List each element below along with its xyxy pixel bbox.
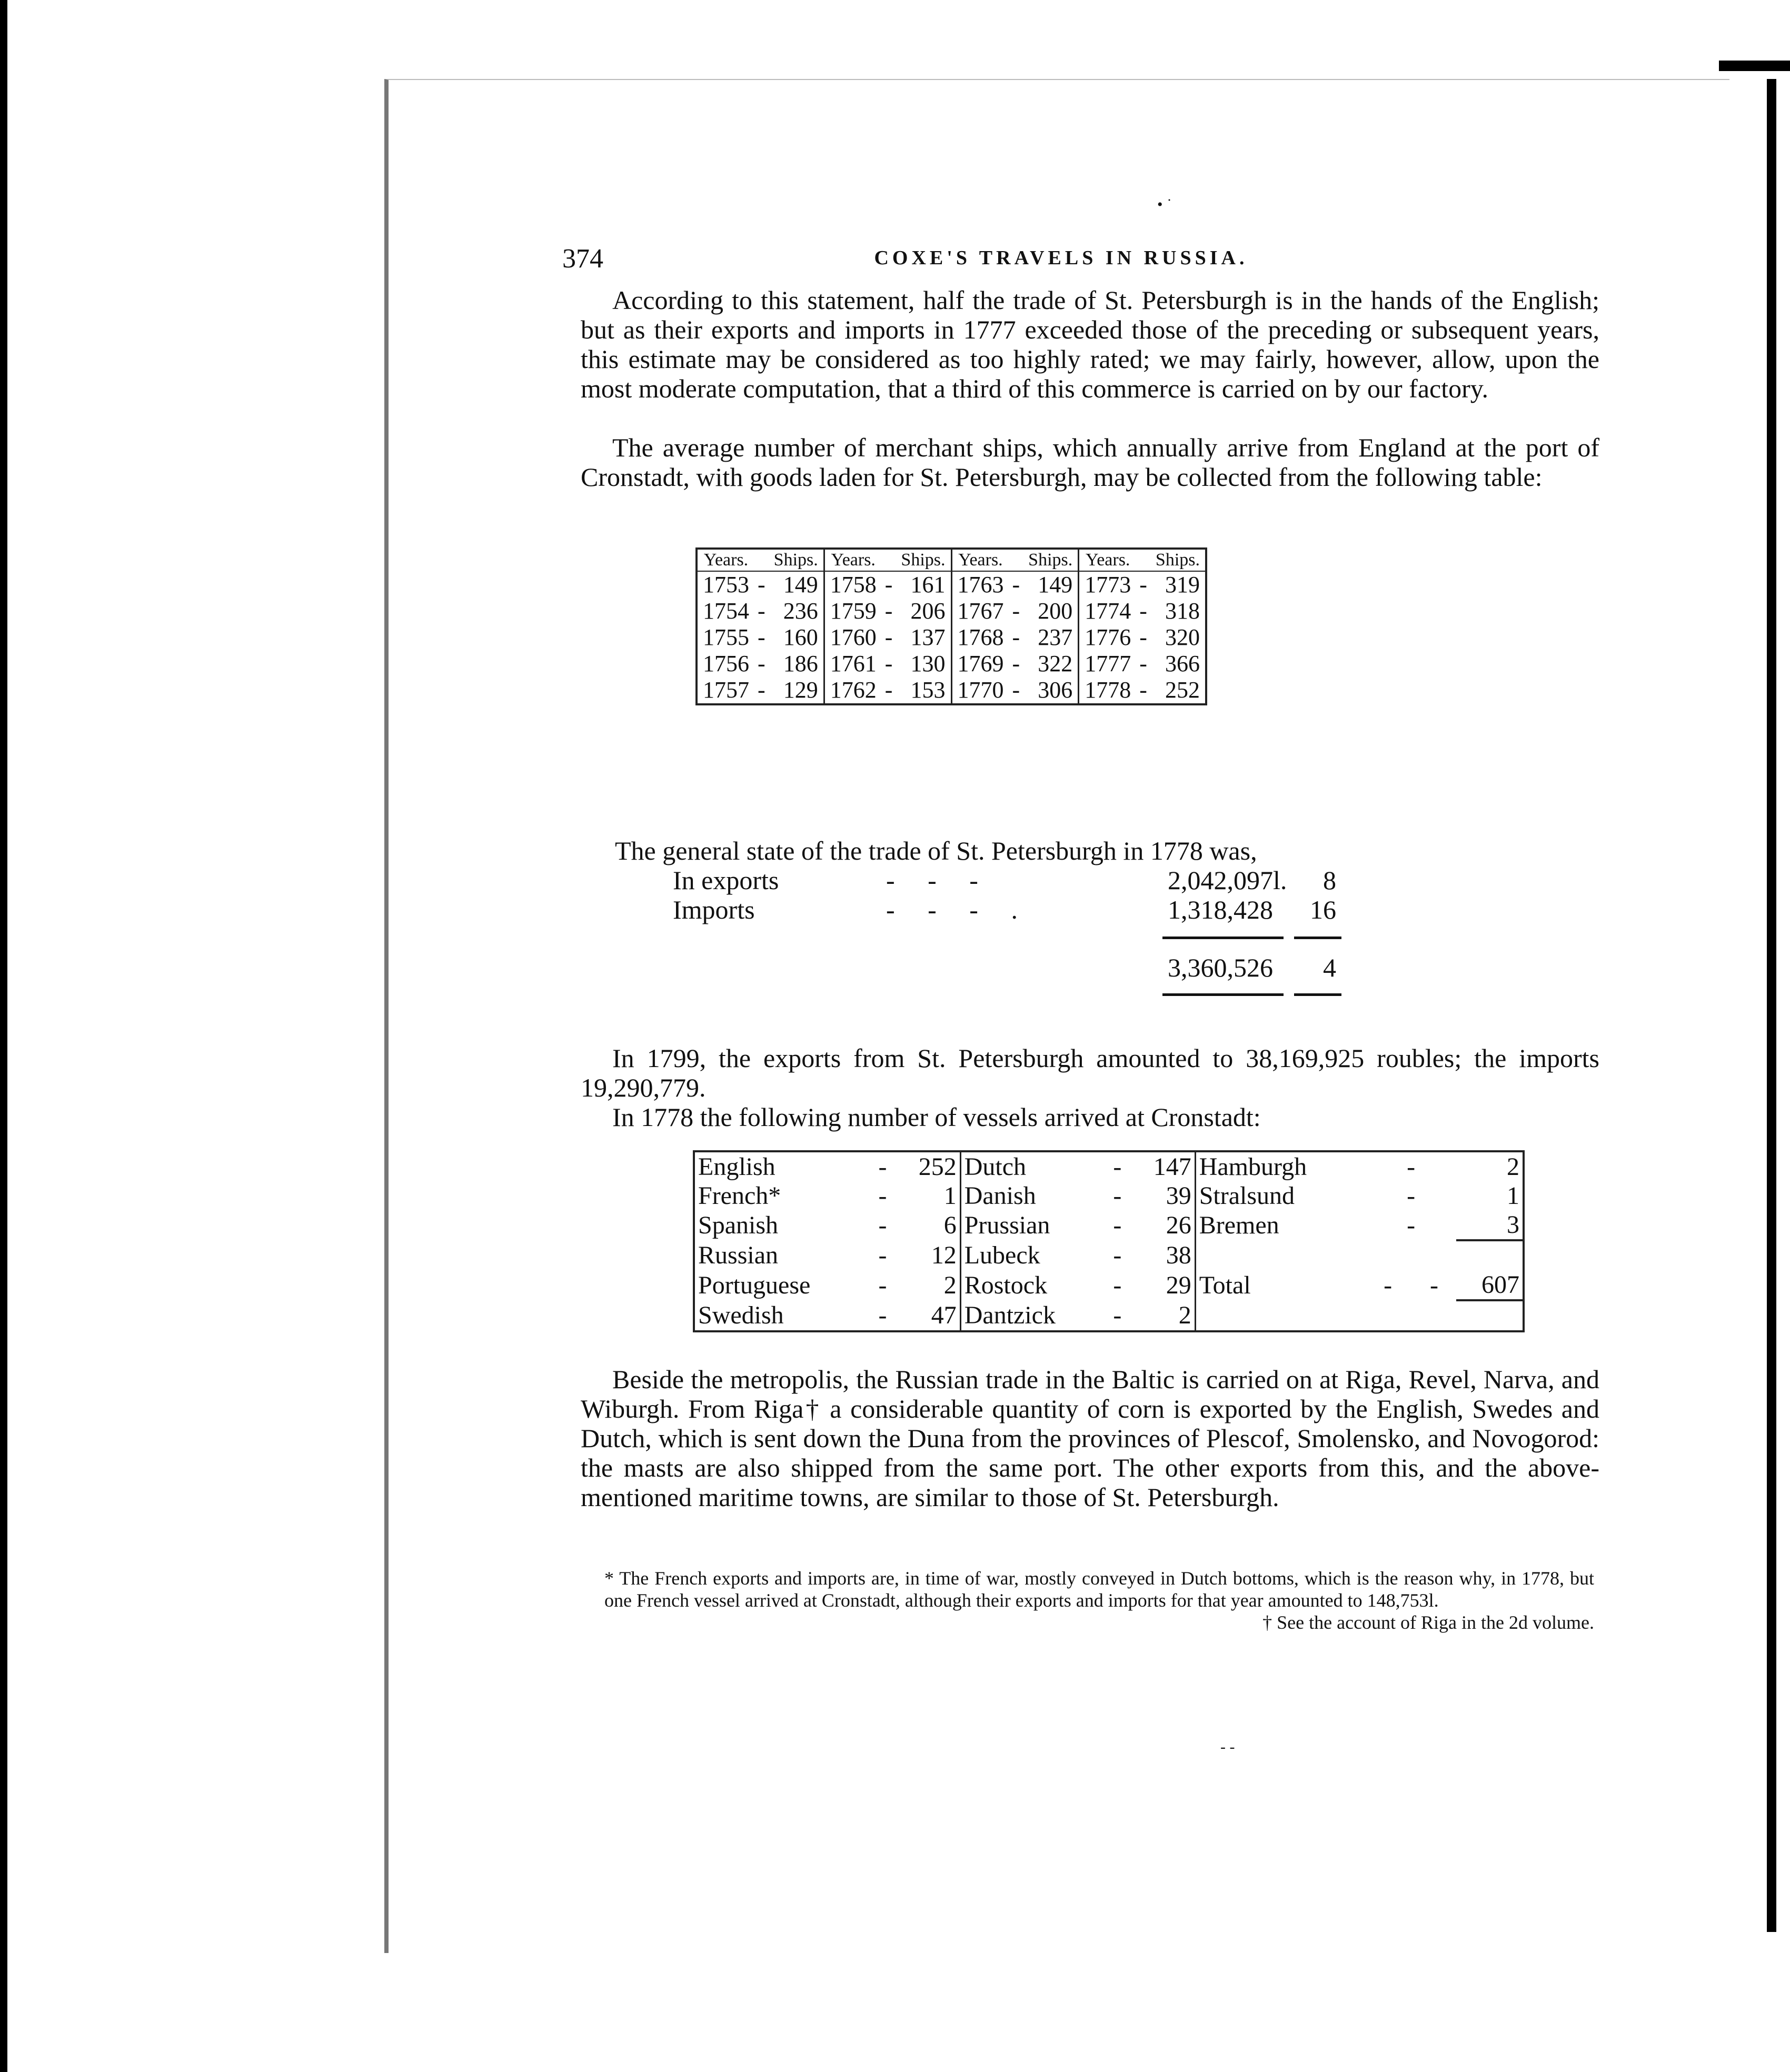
ships-cell: 137 xyxy=(896,624,951,651)
sum-rule xyxy=(1294,937,1341,939)
dash-cell: - xyxy=(884,598,893,624)
dash-cell: - xyxy=(878,1241,887,1269)
ships-table xyxy=(695,547,1207,705)
year-cell: 1774 xyxy=(1085,598,1131,624)
year-cell: 1757 xyxy=(703,677,749,703)
nation-cell: Swedish xyxy=(698,1301,784,1329)
count-cell: 39 xyxy=(1128,1181,1195,1210)
dash-cell: - xyxy=(1407,1182,1416,1210)
ships-cell: 319 xyxy=(1165,572,1200,597)
total-extra: 4 xyxy=(1323,953,1336,982)
exports-value: 2,042,097l. xyxy=(1168,865,1287,895)
count-cell: 26 xyxy=(1128,1210,1195,1240)
col-years: Years. xyxy=(824,549,882,571)
imports-extra: 16 xyxy=(1310,895,1336,924)
paragraph-3-text: In 1799, the exports from St. Petersburgh amounted to 38,169,925 roubles; the imports 19,290,779. xyxy=(581,1043,1599,1102)
nation-cell: Hamburgh xyxy=(1199,1153,1307,1181)
year-cell: 1756 xyxy=(703,651,749,676)
dash-cell: - - xyxy=(1384,1271,1439,1299)
nation-cell: Portuguese xyxy=(698,1271,811,1299)
paragraph-4 xyxy=(581,1102,1599,1132)
scan-edge-top-right xyxy=(1719,61,1790,71)
year-cell: 1773 xyxy=(1085,572,1131,597)
ships-cell: 153 xyxy=(896,677,951,704)
year-cell: 1769 xyxy=(957,651,1004,676)
count-cell: 252 xyxy=(893,1151,960,1181)
dash-cell: - xyxy=(1113,1301,1122,1329)
footnote-1: * The French exports and imports are, in time of war, mostly conveyed in Dutch bottoms, which is the reason why, in 1778, but one French vessel arrived at Cronstadt, although their exports and imports for that year amounted to 148,753l. xyxy=(604,1568,1594,1611)
dash-cell: - xyxy=(1113,1211,1122,1239)
year-cell: 1758 xyxy=(830,572,877,597)
ships-cell: 161 xyxy=(896,571,951,598)
dash-cell xyxy=(1366,1240,1456,1270)
col-years: Years. xyxy=(951,549,1009,571)
year-cell: 1763 xyxy=(957,572,1004,597)
nation-cell: French* xyxy=(698,1182,781,1210)
dash-cell: - xyxy=(758,572,765,597)
dash-cell: - xyxy=(878,1153,887,1181)
total-rule xyxy=(1162,993,1284,996)
nation-cell: Total xyxy=(1199,1271,1251,1299)
ships-table-row xyxy=(697,571,1206,598)
col-years: Years. xyxy=(1079,549,1137,571)
dash-cell: - xyxy=(1139,677,1147,703)
count-cell: 147 xyxy=(1128,1151,1195,1181)
dash-cell: - xyxy=(1113,1153,1122,1181)
paragraph-5-text: Beside the metropolis, the Russian trade in the Baltic is carried on at Riga, Revel, Narva, and Wiburgh. From Riga† a considerable quantity of corn is exported by the English, Swedes and Dutch, which is sent down the Duna from the provinces of Plescof, Smolensko, and Novogorod: the masts are also shipped from the same port. The other exports from this, and the above-mentioned maritime towns, are similar to those of St. Petersburgh. xyxy=(581,1364,1599,1512)
col-ships: Ships. xyxy=(1150,549,1206,571)
nation-cell: Danish xyxy=(964,1182,1036,1210)
nation-cell: Bremen xyxy=(1199,1211,1279,1239)
paragraph-3 xyxy=(581,1043,1599,1102)
dash-cell: - xyxy=(758,624,765,650)
dash-cell: - xyxy=(1012,677,1020,703)
dash-cell: - xyxy=(1139,624,1147,650)
year-cell: 1777 xyxy=(1085,651,1131,676)
scan-edge-left xyxy=(0,0,7,2072)
ships-table-row xyxy=(697,598,1206,624)
ships-cell: 206 xyxy=(896,598,951,624)
vessels-table xyxy=(693,1150,1525,1332)
nation-cell xyxy=(1195,1240,1366,1270)
ships-cell: 366 xyxy=(1165,651,1200,676)
dash-cell: - xyxy=(1012,624,1020,650)
dash-cell: - xyxy=(1113,1182,1122,1210)
ships-cell: 252 xyxy=(1165,677,1200,703)
dash-cell: - xyxy=(758,651,765,676)
ships-cell: 149 xyxy=(769,571,824,598)
year-cell: 1761 xyxy=(830,651,877,676)
paragraph-2-text: The average number of merchant ships, which annually arrive from England at the port of Cronstadt, with goods laden for St. Petersburgh, may be collected from the following table: xyxy=(581,433,1599,492)
running-header xyxy=(389,243,1734,280)
year-cell: 1755 xyxy=(703,624,749,650)
dash-cell: - xyxy=(884,624,893,650)
ships-cell: 237 xyxy=(1023,624,1079,651)
trade-intro: The general state of the trade of St. Petersburgh in 1778 was, xyxy=(615,836,1257,865)
col-ships: Ships. xyxy=(769,549,824,571)
dash-cell: - xyxy=(1407,1153,1416,1181)
imports-dots: - - - . xyxy=(886,895,1018,924)
exports-dots: - - - xyxy=(886,865,978,895)
ships-cell: 200 xyxy=(1023,598,1079,624)
page-number: 374 xyxy=(562,244,603,274)
ships-table-header xyxy=(697,549,1206,571)
count-cell: 12 xyxy=(893,1240,960,1270)
ships-cell: 306 xyxy=(1023,677,1079,704)
ships-cell: 320 xyxy=(1165,624,1200,650)
year-cell: 1770 xyxy=(957,677,1004,703)
exports-label: In exports xyxy=(673,865,779,895)
year-cell: 1759 xyxy=(830,598,877,624)
vessels-table-row xyxy=(694,1270,1524,1300)
dash-cell: - xyxy=(1139,598,1147,624)
count-cell: 2 xyxy=(1128,1300,1195,1331)
year-cell: 1778 xyxy=(1085,677,1131,703)
paragraph-5 xyxy=(581,1364,1599,1512)
paragraph-1 xyxy=(581,285,1599,403)
ships-table-row xyxy=(697,651,1206,677)
running-title: COXE'S TRAVELS IN RUSSIA. xyxy=(874,247,1248,269)
year-cell: 1767 xyxy=(957,598,1004,624)
dash-cell: - xyxy=(1139,651,1147,676)
count-cell xyxy=(1456,1240,1524,1270)
count-cell: 3 xyxy=(1456,1210,1524,1240)
year-cell: 1776 xyxy=(1085,624,1131,650)
total-value: 3,360,526 xyxy=(1168,953,1273,982)
footnotes xyxy=(604,1567,1594,1633)
imports-value: 1,318,428 xyxy=(1168,895,1273,924)
dash-cell: - xyxy=(878,1301,887,1329)
paragraph-2 xyxy=(581,433,1599,492)
stray-mark: - - xyxy=(1220,1738,1235,1756)
dash-cell: - xyxy=(878,1271,887,1299)
count-cell xyxy=(1456,1300,1524,1331)
ships-cell: 129 xyxy=(769,677,824,704)
paragraph-4-text: In 1778 the following number of vessels arrived at Cronstadt: xyxy=(612,1102,1261,1132)
dash-cell: - xyxy=(758,598,765,624)
ships-cell: 160 xyxy=(769,624,824,651)
year-cell: 1753 xyxy=(703,572,749,597)
count-cell: 2 xyxy=(893,1270,960,1300)
col-ships: Ships. xyxy=(1023,549,1079,571)
ships-cell: 322 xyxy=(1023,651,1079,677)
dash-cell xyxy=(1366,1300,1456,1331)
year-cell: 1754 xyxy=(703,598,749,624)
dash-cell: - xyxy=(1113,1271,1122,1299)
nation-cell xyxy=(1195,1300,1366,1331)
dash-cell: - xyxy=(884,572,893,597)
ships-cell: 149 xyxy=(1023,571,1079,598)
dash-cell: - xyxy=(878,1182,887,1210)
ships-cell: 318 xyxy=(1165,598,1200,624)
nation-cell: Prussian xyxy=(964,1211,1050,1239)
exports-extra: 8 xyxy=(1323,865,1336,895)
dash-cell: - xyxy=(1139,572,1147,597)
total-rule xyxy=(1294,993,1341,996)
year-cell: 1762 xyxy=(830,677,877,703)
count-cell: 6 xyxy=(893,1210,960,1240)
ships-cell: 236 xyxy=(769,598,824,624)
dash-cell: - xyxy=(884,651,893,676)
dash-cell: - xyxy=(878,1211,887,1239)
dash-cell: - xyxy=(884,677,893,703)
nation-cell: Dantzick xyxy=(964,1301,1056,1329)
count-cell: 29 xyxy=(1128,1270,1195,1300)
dash-cell: - xyxy=(1113,1241,1122,1269)
paragraph-1-text: According to this statement, half the trade of St. Petersburgh is in the hands of the English; but as their exports and imports in 1777 exceeded those of the preceding or subsequent years, this estimate may be considered as too highly rated; we may fairly, however, allow, upon the most moderate computation, that a third of this commerce is carried on by our factory. xyxy=(581,285,1599,403)
dash-cell: - xyxy=(758,677,765,703)
vessels-table-row xyxy=(694,1300,1524,1331)
dash-cell: - xyxy=(1012,572,1020,597)
stray-mark: • ˙ xyxy=(1157,196,1172,213)
sum-rule xyxy=(1162,937,1284,939)
book-page xyxy=(384,79,1729,1953)
year-cell: 1760 xyxy=(830,624,877,650)
count-cell: 607 xyxy=(1456,1270,1524,1300)
footnote-2: † See the account of Riga in the 2d volume. xyxy=(1262,1612,1594,1633)
nation-cell: Russian xyxy=(698,1241,779,1269)
ships-table-row xyxy=(697,624,1206,651)
nation-cell: Dutch xyxy=(964,1153,1027,1181)
count-cell: 47 xyxy=(893,1300,960,1331)
ships-cell: 186 xyxy=(769,651,824,677)
col-ships: Ships. xyxy=(896,549,951,571)
nation-cell: Spanish xyxy=(698,1211,779,1239)
scan-edge-right xyxy=(1767,79,1776,1932)
dash-cell: - xyxy=(1407,1211,1416,1239)
vessels-table-row xyxy=(694,1240,1524,1270)
count-cell: 1 xyxy=(1507,1182,1519,1210)
vessels-table-row xyxy=(694,1181,1524,1210)
col-years: Years. xyxy=(697,549,754,571)
nation-cell: Lubeck xyxy=(964,1241,1040,1269)
vessels-table-row xyxy=(694,1151,1524,1181)
nation-cell: English xyxy=(698,1153,775,1181)
dash-cell: - xyxy=(1012,651,1020,676)
count-cell: 38 xyxy=(1128,1240,1195,1270)
nation-cell: Rostock xyxy=(964,1271,1048,1299)
count-cell: 2 xyxy=(1507,1153,1519,1181)
dash-cell: - xyxy=(1012,598,1020,624)
ships-cell: 130 xyxy=(896,651,951,677)
imports-label: Imports xyxy=(673,895,755,924)
nation-cell: Stralsund xyxy=(1199,1182,1295,1210)
ships-table-row xyxy=(697,677,1206,704)
year-cell: 1768 xyxy=(957,624,1004,650)
count-cell: 1 xyxy=(893,1181,960,1210)
vessels-table-row xyxy=(694,1210,1524,1240)
